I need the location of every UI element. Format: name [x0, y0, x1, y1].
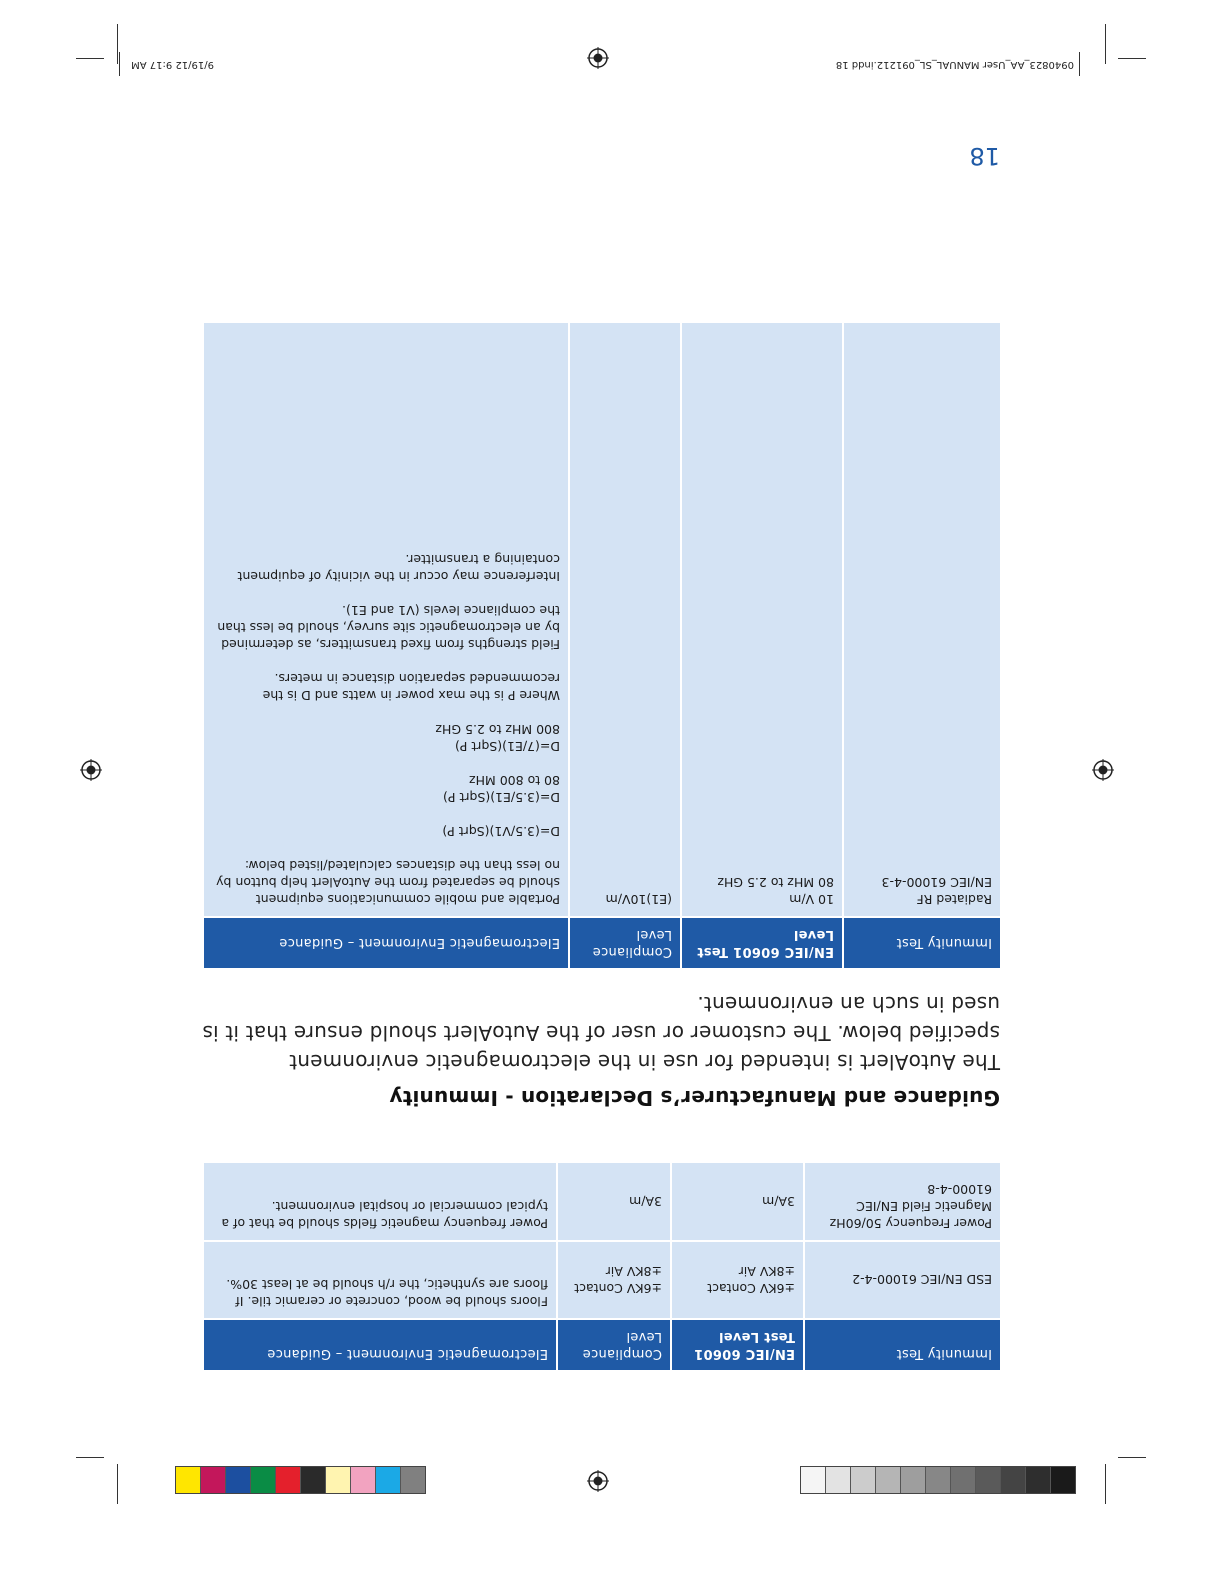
- color-swatch: [825, 1467, 850, 1493]
- color-swatch: [1050, 1467, 1075, 1493]
- slug-file: 0940823_AA_User MANUAL_SL_091212.indd 18: [835, 59, 1074, 70]
- crop-mark-left-top-v: [1105, 24, 1106, 64]
- color-swatch: [300, 1467, 325, 1493]
- page-number: 18: [969, 142, 1000, 170]
- cell-level: ±6KV Contact ±8KV Air: [671, 1241, 804, 1319]
- color-swatch: [900, 1467, 925, 1493]
- table-row: [204, 1241, 1000, 1319]
- color-swatch: [225, 1467, 250, 1493]
- color-swatch: [1000, 1467, 1025, 1493]
- intro-paragraph: The AutoAlert is intended for use in the electromagnetic environment specified below. The customer or user of the AutoAlert should ensure that it is used in such an environment.: [202, 992, 1000, 1074]
- registration-mark-right-icon: [80, 759, 102, 781]
- registration-mark-bottom-icon: [587, 1470, 609, 1492]
- color-swatch: [176, 1467, 200, 1493]
- color-swatch: [275, 1467, 300, 1493]
- formula-e1-high: D=(7/E1)(Sqrt P) 800 MHz to 2.5 GHz: [435, 722, 560, 754]
- crop-mark-left-top-h: [1118, 58, 1146, 59]
- color-swatch: [200, 1467, 225, 1493]
- cell-compliance: 3A/m: [557, 1163, 671, 1241]
- table-header-row: [204, 917, 1000, 968]
- header-guidance: Electromagnetic Environment – Guidance: [204, 917, 569, 968]
- header-compliance-level: Compliance Level: [557, 1319, 671, 1370]
- cell-guidance: [204, 323, 569, 917]
- grayscale-bar: [800, 1466, 1076, 1494]
- cell-compliance: (E1)10V/m: [569, 323, 681, 917]
- immunity-table-rf: [204, 323, 1000, 968]
- crop-mark-right-bottom-h: [76, 1457, 104, 1458]
- color-swatch: [375, 1467, 400, 1493]
- guidance-paragraph: Interference may occur in the vicinity of equipment containing a transmitter.: [237, 552, 560, 584]
- color-swatch: [850, 1467, 875, 1493]
- slug-divider-right: [119, 52, 120, 76]
- slug-divider-left: [1079, 52, 1080, 76]
- header-guidance: Electromagnetic Environment – Guidance: [204, 1319, 557, 1370]
- section-heading: Guidance and Manufacturer’s Declaration - Immunity: [389, 1086, 1000, 1110]
- header-immunity-test: Immunity Test: [843, 917, 1000, 968]
- crop-mark-right-top-v: [117, 24, 118, 64]
- color-swatch: [950, 1467, 975, 1493]
- immunity-table-esd: [204, 1163, 1000, 1370]
- crop-mark-left-bottom-v: [1105, 1464, 1106, 1504]
- guidance-paragraph: Portable and mobile communications equipment should be separated from the AutoAlert help button by no less than the distances calculated/listed below:: [216, 858, 560, 907]
- color-bar: [175, 1466, 426, 1494]
- header-test-level: EN/IEC 60601 Test Level: [671, 1319, 804, 1370]
- color-swatch: [925, 1467, 950, 1493]
- header-test-level: EN/IEC 60601 Test Level: [681, 917, 843, 968]
- table-row: [204, 323, 1000, 917]
- cell-level: 10 V/m 80 MHz to 2.5 GHz: [681, 323, 843, 917]
- cell-level: 3A/m: [671, 1163, 804, 1241]
- cell-test: Radiated RF EN/IEC 61000-4-3: [843, 323, 1000, 917]
- color-swatch: [975, 1467, 1000, 1493]
- table-header-row: [204, 1319, 1000, 1370]
- crop-mark-right-bottom-v: [117, 1464, 118, 1504]
- color-swatch: [250, 1467, 275, 1493]
- cell-test: Power Frequency 50/60Hz Magnetic Field EN/IEC 61000-4-8: [804, 1163, 1000, 1241]
- slug-datetime: 9/19/12 9:17 AM: [131, 59, 214, 70]
- crop-mark-left-bottom-h: [1118, 1457, 1146, 1458]
- registration-mark-left-icon: [1092, 759, 1114, 781]
- cell-guidance: Power frequency magnetic fields should be that of a typical commercial or hospital environment.: [204, 1163, 557, 1241]
- color-swatch: [325, 1467, 350, 1493]
- formula-v1: D=(3.5/V1)(Sqrt P): [442, 824, 560, 839]
- header-compliance-level: Compliance Level: [569, 917, 681, 968]
- cell-guidance: Floors should be wood, concrete or ceramic tile. If floors are synthetic, the r/h should be at least 30%.: [204, 1241, 557, 1319]
- color-swatch: [400, 1467, 425, 1493]
- color-swatch: [875, 1467, 900, 1493]
- registration-mark-top-icon: [587, 47, 609, 69]
- table-row: [204, 1163, 1000, 1241]
- color-swatch: [1025, 1467, 1050, 1493]
- crop-mark-right-top-h: [76, 58, 104, 59]
- cell-test: ESD EN/IEC 61000-4-2: [804, 1241, 1000, 1319]
- guidance-paragraph: Field strengths from fixed transmitters, as determined by an electromagnetic site survey, should be less than the compliance levels (V1 and E1).: [217, 603, 560, 652]
- cell-compliance: ±6KV Contact ±8KV Air: [557, 1241, 671, 1319]
- header-immunity-test: Immunity Test: [804, 1319, 1000, 1370]
- color-swatch: [801, 1467, 825, 1493]
- color-swatch: [350, 1467, 375, 1493]
- formula-e1-low: D=(3.5/E1)(Sqrt P) 80 to 800 MHz: [443, 773, 560, 805]
- guidance-paragraph: Where P is the max power in watts and D is the recommended separation distance in meters.: [262, 671, 560, 703]
